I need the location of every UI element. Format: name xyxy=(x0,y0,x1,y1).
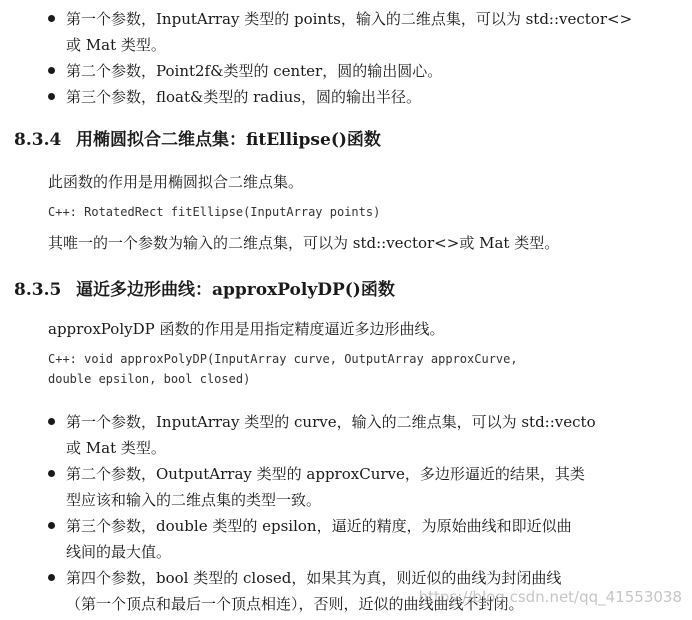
list-item-line: 型应该和输入的二维点集的类型一致。 xyxy=(66,491,322,509)
list-item-line: 第一个参数，InputArray 类型的 curve，输入的二维点集，可以为 std::vecto xyxy=(66,413,596,431)
list-item xyxy=(48,58,648,84)
bullet-dot xyxy=(48,67,55,74)
list-item xyxy=(48,409,648,461)
bullet-dot xyxy=(48,470,55,477)
watermark-text: https://blog.csdn.net/qq_41553038 xyxy=(418,588,682,606)
section-title: 用椭圆拟合二维点集：fitEllipse()函数 xyxy=(76,130,381,150)
list-item xyxy=(48,6,648,58)
list-item-line: 第二个参数，OutputArray 类型的 approxCurve，多边形逼近的结果，其类 xyxy=(66,465,585,483)
section-intro: 此函数的作用是用椭圆拟合二维点集。 xyxy=(48,173,304,191)
list-item-line: 第一个参数，InputArray 类型的 points，输入的二维点集，可以为 std::vector<> xyxy=(66,10,633,28)
section-number: 8.3.5 xyxy=(14,280,62,300)
list-item xyxy=(48,513,648,565)
list-item-line: 第三个参数，double 类型的 epsilon，逼近的精度，为原始曲线和即近似曲 xyxy=(66,517,572,535)
section-title: 逼近多边形曲线：approxPolyDP()函数 xyxy=(76,280,395,300)
bullet-dot xyxy=(48,418,55,425)
code-signature-line: C++: void approxPolyDP(InputArray curve, OutputArray approxCurve, xyxy=(48,352,518,366)
section-heading-8-3-5 xyxy=(14,279,395,301)
list-item-line: 第四个参数，bool 类型的 closed，如果其为真，则近似的曲线为封闭曲线 xyxy=(66,569,562,587)
list-item-line: 或 Mat 类型。 xyxy=(66,36,166,54)
section-intro: approxPolyDP 函数的作用是用指定精度逼近多边形曲线。 xyxy=(48,320,445,338)
bullet-dot xyxy=(48,522,55,529)
list-item-line: 或 Mat 类型。 xyxy=(66,439,166,457)
list-item xyxy=(48,84,648,110)
parameter-list-minenclosingcircle xyxy=(48,6,648,110)
list-item-line: 第三个参数，float&类型的 radius，圆的输出半径。 xyxy=(66,88,421,106)
list-item-line: 线间的最大值。 xyxy=(66,543,172,561)
bullet-dot xyxy=(48,574,55,581)
list-item-line: （第一个顶点和最后一个顶点相连），否则，近似的曲线曲线不封闭。 xyxy=(66,595,524,613)
section-heading-8-3-4 xyxy=(14,129,381,151)
bullet-dot xyxy=(48,15,55,22)
code-signature-line: double epsilon, bool closed) xyxy=(48,372,251,386)
list-item xyxy=(48,461,648,513)
bullet-dot xyxy=(48,93,55,100)
section-number: 8.3.4 xyxy=(14,130,62,150)
section-note: 其唯一的一个参数为输入的二维点集，可以为 std::vector<>或 Mat 类型。 xyxy=(48,234,560,252)
list-item-line: 第二个参数，Point2f&类型的 center，圆的输出圆心。 xyxy=(66,62,443,80)
parameter-list-approxpolydp xyxy=(48,409,648,617)
code-signature: C++: RotatedRect fitEllipse(InputArray points) xyxy=(48,205,381,219)
